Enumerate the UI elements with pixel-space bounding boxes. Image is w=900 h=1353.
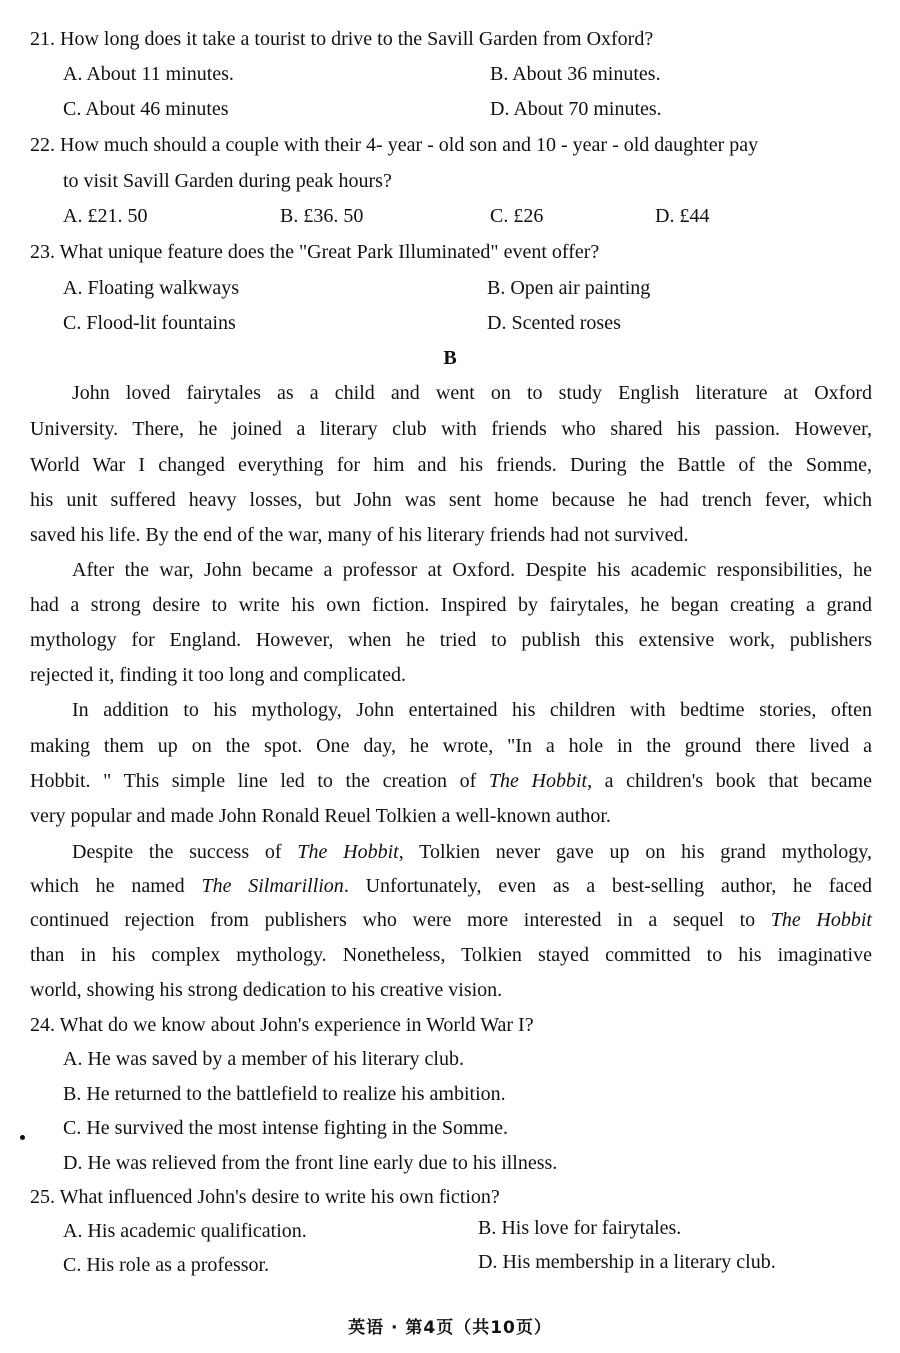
q22-option-a: A. £21. 50 (63, 205, 148, 227)
passage-line (30, 871, 872, 901)
q23-option-d: D. Scented roses (487, 312, 621, 334)
passage-line: than in his complex mythology. Nonetheless, Tolkien stayed committed to his imaginative (30, 944, 872, 966)
passage-line (30, 905, 872, 935)
book-title: The Hobbit (297, 841, 399, 863)
passage-line: making them up on the spot. One day, he wrote, "In a hole in the ground there lived a (30, 735, 872, 757)
q25-option-a: A. His academic qualification. (63, 1220, 307, 1242)
passage-line: very popular and made John Ronald Reuel Tolkien a well-known author. (30, 805, 611, 827)
section-heading: B (443, 347, 457, 369)
q22-option-d: D. £44 (655, 205, 710, 227)
book-title: The Hobbit (488, 770, 588, 792)
passage-line (72, 837, 872, 867)
q21-option-b: B. About 36 minutes. (490, 63, 661, 85)
passage-text: Despite the success of (72, 841, 298, 863)
question-22-stem-line1: 22. How much should a couple with their 4- year - old son and 10 - year - old daughter pay (30, 134, 759, 156)
passage-text: continued rejection from publishers who were more interested in a sequel to (30, 909, 756, 931)
passage-line: After the war, John became a professor at Oxford. Despite his academic responsibilities, he (72, 559, 872, 581)
question-25-stem: 25. What influenced John's desire to write his own fiction? (30, 1186, 500, 1208)
q23-option-b: B. Open air painting (487, 277, 651, 299)
book-title: The Hobbit (770, 909, 872, 931)
q21-option-d: D. About 70 minutes. (490, 98, 662, 120)
passage-text: , a children's book that became (587, 770, 872, 792)
q21-option-c: C. About 46 minutes (63, 98, 229, 120)
passage-text: Hobbit. " This simple line led to the creation of (30, 770, 489, 792)
q25-option-d: D. His membership in a literary club. (478, 1251, 776, 1273)
q25-option-b: B. His love for fairytales. (478, 1217, 682, 1239)
passage-line: rejected it, finding it too long and complicated. (30, 664, 407, 686)
q25-option-c: C. His role as a professor. (63, 1254, 270, 1276)
passage-line (30, 766, 872, 796)
q24-option-a: A. He was saved by a member of his literary club. (63, 1048, 464, 1070)
q22-option-b: B. £36. 50 (280, 205, 364, 227)
q24-option-b: B. He returned to the battlefield to realize his ambition. (63, 1083, 506, 1105)
passage-line: World War I changed everything for him and his friends. During the Battle of the Somme, (30, 454, 872, 476)
q24-option-c: C. He survived the most intense fighting in the Somme. (63, 1117, 508, 1139)
passage-line: John loved fairytales as a child and went on to study English literature at Oxford (72, 382, 872, 404)
passage-line: saved his life. By the end of the war, many of his literary friends had not survived. (30, 524, 689, 546)
passage-text: which he named (30, 875, 185, 897)
q23-option-a: A. Floating walkways (63, 277, 240, 299)
q22-option-c: C. £26 (490, 205, 544, 227)
stray-mark (20, 1135, 25, 1140)
passage-line: world, showing his strong dedication to his creative vision. (30, 979, 503, 1001)
book-title: The Silmarillion (201, 875, 344, 897)
passage-line: his unit suffered heavy losses, but John was sent home because he had trench fever, which (30, 489, 872, 511)
passage-line: mythology for England. However, when he tried to publish this extensive work, publishers (30, 629, 872, 651)
passage-line: University. There, he joined a literary club with friends who shared his passion. However, (30, 418, 872, 440)
question-23-stem: 23. What unique feature does the "Great Park Illuminated" event offer? (30, 241, 600, 263)
passage-line: had a strong desire to write his own fiction. Inspired by fairytales, he began creating a grand (30, 594, 872, 616)
question-24-stem: 24. What do we know about John's experience in World War I? (30, 1014, 534, 1036)
question-22-stem-line2: to visit Savill Garden during peak hours? (63, 170, 392, 192)
page-footer: 英语 · 第4页（共10页） (348, 1318, 552, 1338)
q24-option-d: D. He was relieved from the front line early due to his illness. (63, 1152, 558, 1174)
passage-text: . Unfortunately, even as a best-selling author, he faced (343, 875, 872, 897)
q23-option-c: C. Flood-lit fountains (63, 312, 236, 334)
question-21-stem: 21. How long does it take a tourist to drive to the Savill Garden from Oxford? (30, 28, 654, 50)
q21-option-a: A. About 11 minutes. (63, 63, 234, 85)
passage-text: , Tolkien never gave up on his grand mythology, (398, 841, 872, 863)
passage-line: In addition to his mythology, John entertained his children with bedtime stories, often (72, 699, 872, 721)
